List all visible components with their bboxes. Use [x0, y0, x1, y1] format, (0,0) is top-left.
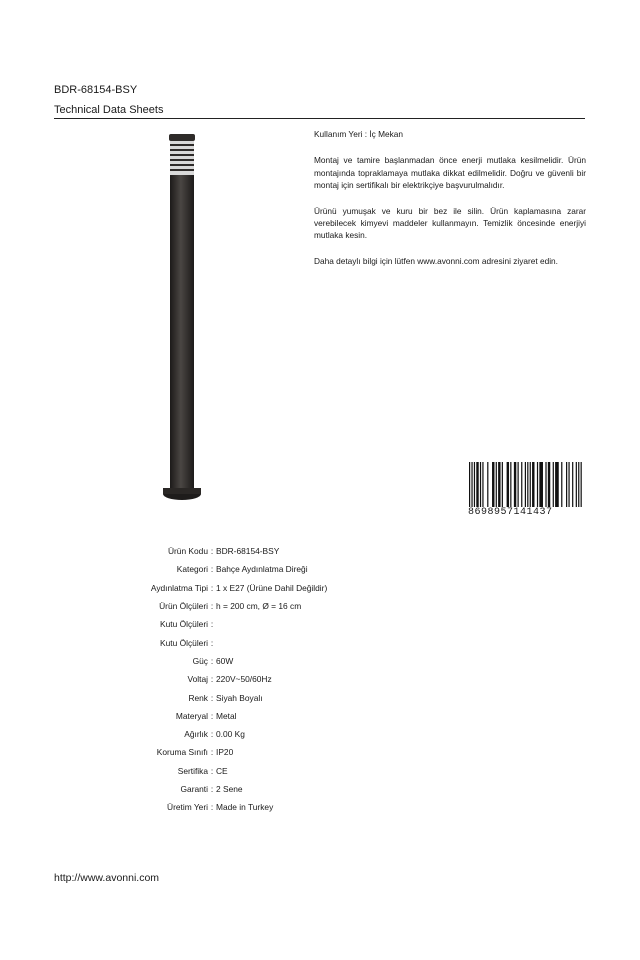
spec-separator: : [210, 729, 214, 740]
footer-website-link[interactable]: http://www.avonni.com [54, 872, 160, 884]
document-subtitle: Technical Data Sheets [54, 104, 164, 116]
spec-label: Kategori [176, 564, 208, 575]
barcode-bar [537, 462, 538, 508]
barcode-bar [474, 462, 475, 508]
barcode-bar [545, 462, 546, 508]
barcode-bar [527, 462, 528, 508]
spec-separator: : [210, 582, 214, 593]
spec-separator: : [210, 765, 214, 776]
spec-separator: : [210, 546, 214, 557]
spec-row [110, 743, 327, 761]
spec-label: Üretim Yeri [167, 802, 208, 813]
safety-paragraph: Montaj ve tamire başlanmadan önce enerji mutlaka kesilmelidir. Ürün montajında topraklamaya mutlaka dikkat edilmelidir. Doğru ve güvenli bir montaj için sertifikalı bir elektrikçiye başvurulmalıdır. [314, 155, 586, 191]
barcode-bar [553, 462, 554, 508]
spec-label: Kutu Ölçüleri [160, 619, 208, 630]
spec-label: Renk [188, 692, 208, 703]
spec-row [110, 688, 327, 706]
barcode-bar [576, 462, 577, 508]
barcode-digits: 8698957141437 [468, 507, 584, 518]
barcode-bar [530, 462, 531, 508]
spec-row [110, 762, 327, 780]
spec-label: Garanti [180, 784, 208, 794]
barcode-bar [476, 462, 478, 508]
barcode-bar [514, 462, 516, 508]
spec-separator: : [210, 601, 214, 612]
spec-row [110, 652, 327, 670]
spec-label: Koruma Sınıfı [156, 747, 208, 758]
barcode-bar [566, 462, 567, 508]
spec-row [110, 633, 327, 651]
spec-value: 2 Sene [216, 784, 243, 794]
barcode-bar [561, 462, 562, 508]
spec-label: Ürün Ölçüleri [159, 601, 208, 612]
spec-row [110, 615, 327, 633]
barcode-bar [507, 462, 509, 508]
spec-label: Voltaj [187, 674, 208, 685]
spec-separator: : [210, 619, 214, 630]
spec-label: Güç [192, 655, 208, 666]
spec-value: Bahçe Aydınlatma Direği [216, 564, 308, 575]
spec-label: Ürün Kodu [167, 546, 208, 557]
spec-label: Sertifika [177, 765, 208, 776]
spec-value: 60W [216, 655, 234, 666]
spec-row [110, 597, 327, 615]
spec-row [110, 707, 327, 725]
spec-value: IP20 [216, 747, 234, 758]
product-code-header: BDR-68154-BSY [54, 84, 138, 96]
header-divider [54, 118, 585, 119]
spec-value: 1 x E27 (Ürüne Dahil Değildir) [216, 582, 328, 593]
spec-row [110, 798, 327, 816]
barcode-bar [510, 462, 511, 508]
spec-value: 220V~50/60Hz [216, 674, 272, 685]
barcode-bar [539, 462, 543, 508]
spec-label: Aydınlatma Tipi [150, 582, 208, 593]
spec-row [110, 670, 327, 688]
spec-value: Made in Turkey [216, 802, 274, 813]
usage-location: Kullanım Yeri : İç Mekan [314, 129, 404, 139]
spec-row [110, 725, 327, 743]
spec-row [110, 542, 327, 560]
spec-label: Kutu Ölçüleri [160, 637, 208, 648]
spec-value: Siyah Boyalı [216, 692, 263, 703]
barcode-bar [480, 462, 481, 508]
spec-value: 0.00 Kg [216, 729, 245, 740]
spec-row [110, 560, 327, 578]
barcode-bar [568, 462, 569, 508]
barcode-bar [471, 462, 472, 508]
spec-value: CE [216, 765, 228, 776]
product-barcode [468, 462, 584, 518]
spec-value: BDR-68154-BSY [216, 546, 280, 557]
spec-row [110, 579, 327, 597]
spec-separator: : [210, 802, 214, 813]
spec-separator: : [210, 692, 214, 703]
product-info-text [314, 128, 586, 280]
spec-label: Ağırlık [184, 729, 208, 740]
spec-value: h = 200 cm, Ø = 16 cm [216, 601, 302, 612]
spec-separator: : [210, 747, 214, 758]
barcode-bar [496, 462, 497, 508]
website-paragraph: Daha detaylı bilgi için lütfen www.avonni.com adresini ziyaret edin. [314, 255, 558, 266]
spec-table [110, 542, 327, 816]
barcode-bar [572, 462, 573, 508]
product-image-bollard [160, 132, 204, 504]
spec-row [110, 780, 327, 798]
spec-separator: : [210, 674, 214, 685]
barcode-bar [518, 462, 519, 508]
spec-separator: : [210, 564, 214, 575]
barcode-bar [498, 462, 500, 508]
barcode-bar [502, 462, 503, 508]
barcode-bar [492, 462, 494, 508]
barcode-bar [548, 462, 550, 508]
barcode-bar [469, 462, 470, 508]
barcode-bar [525, 462, 526, 508]
spec-separator: : [210, 655, 214, 666]
barcode-bar [487, 462, 488, 508]
barcode-bar [532, 462, 534, 508]
barcode-bar [555, 462, 559, 508]
spec-value: Metal [216, 710, 237, 721]
cleaning-paragraph: Ürünü yumuşak ve kuru bir bez ile silin. Ürün kaplamasına zarar verebilecek kimyevi maddeler kullanmayın. Temizlik öncesinde enerjiyi mutlaka kesin. [314, 205, 586, 241]
barcode-bar [581, 462, 582, 508]
barcode-bar [521, 462, 522, 508]
spec-separator: : [210, 637, 214, 648]
spec-separator: : [210, 784, 214, 794]
barcode-bar [482, 462, 483, 508]
spec-label: Materyal [175, 710, 208, 721]
barcode-bar [578, 462, 579, 508]
spec-separator: : [210, 710, 214, 721]
